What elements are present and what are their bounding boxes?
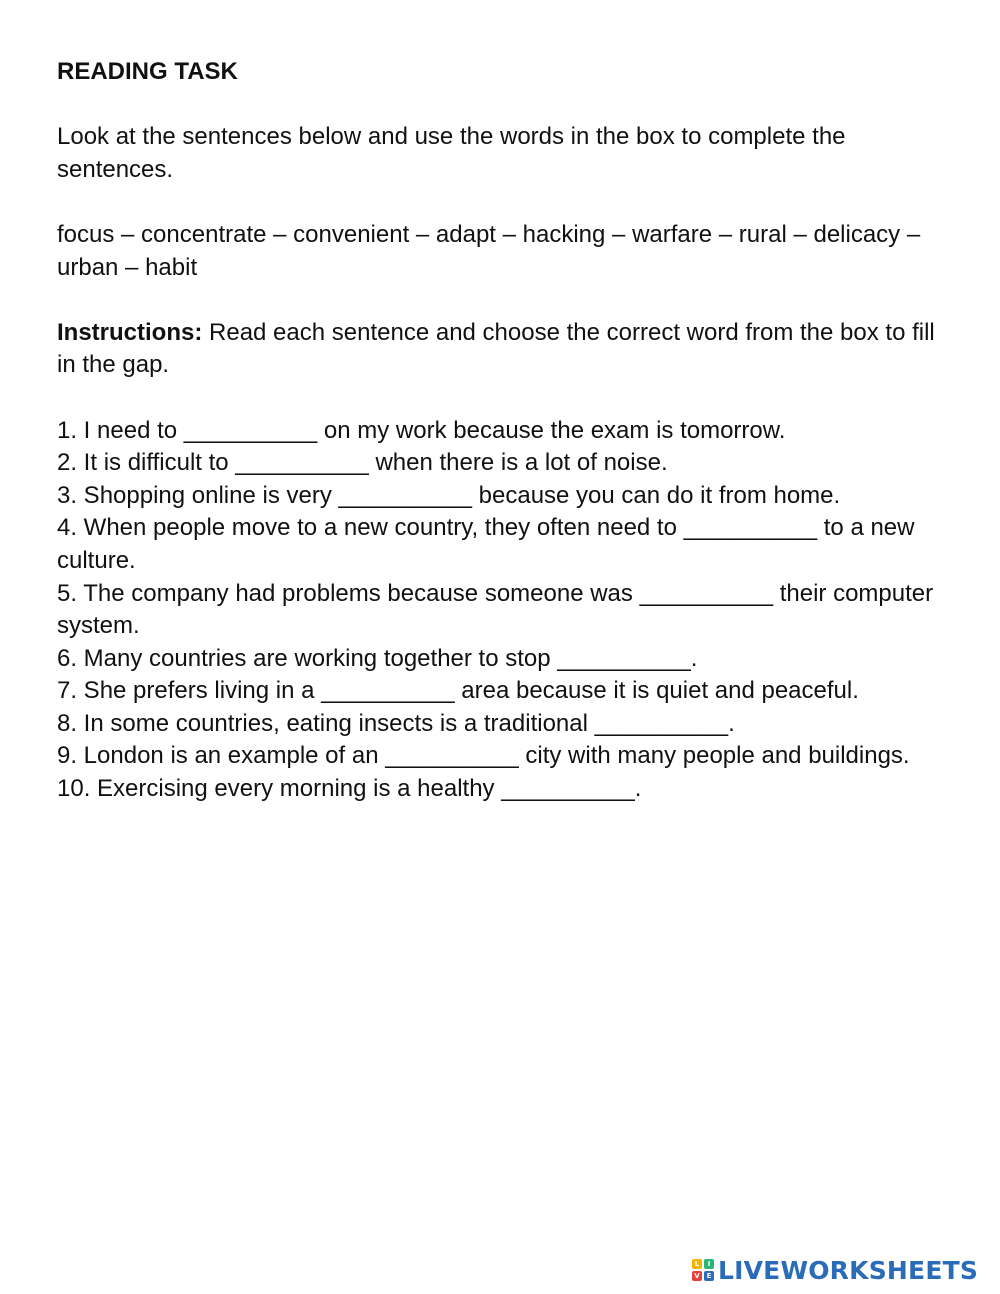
liveworksheets-logo[interactable] <box>692 1252 978 1288</box>
question-list <box>57 415 957 806</box>
spacer <box>57 186 957 219</box>
question-6: 6. Many countries are working together to stop __________. <box>57 644 698 672</box>
question-2: 2. It is difficult to __________ when there is a lot of noise. <box>57 449 668 477</box>
worksheet-title: READING TASK <box>57 58 238 85</box>
question-8: 8. In some countries, eating insects is a traditional __________. <box>57 709 735 737</box>
instructions-label: Instructions: <box>57 318 203 346</box>
logo-tile-v: V <box>692 1271 702 1281</box>
liveworksheets-logo-icon <box>692 1259 714 1281</box>
logo-wordmark: LIVEWORKSHEETS <box>718 1255 979 1285</box>
question-4: 4. When people move to a new country, they often need to __________ to a new culture. <box>57 514 915 574</box>
word-box: focus – concentrate – convenient – adapt – hacking – warfare – rural – delicacy – urban – habit <box>57 220 921 281</box>
worksheet <box>57 56 957 806</box>
logo-tile-i: I <box>704 1259 714 1269</box>
question-3: 3. Shopping online is very __________ because you can do it from home. <box>57 481 841 509</box>
instructions <box>57 317 957 382</box>
spacer <box>57 382 957 415</box>
question-7: 7. She prefers living in a __________ area because it is quiet and peaceful. <box>57 677 859 705</box>
spacer <box>57 284 957 317</box>
spacer <box>57 89 957 122</box>
instructions-text: Read each sentence and choose the correct word from the box to fill in the gap. <box>57 318 935 379</box>
question-10: 10. Exercising every morning is a healthy __________. <box>57 775 642 803</box>
question-9: 9. London is an example of an __________ city with many people and buildings. <box>57 742 910 770</box>
question-5: 5. The company had problems because someone was __________ their computer system. <box>57 579 934 640</box>
logo-tile-e: E <box>704 1271 714 1281</box>
question-1: 1. I need to __________ on my work because the exam is tomorrow. <box>57 416 786 444</box>
logo-tile-l: L <box>692 1259 702 1269</box>
worksheet-intro: Look at the sentences below and use the words in the box to complete the sentences. <box>57 123 846 183</box>
